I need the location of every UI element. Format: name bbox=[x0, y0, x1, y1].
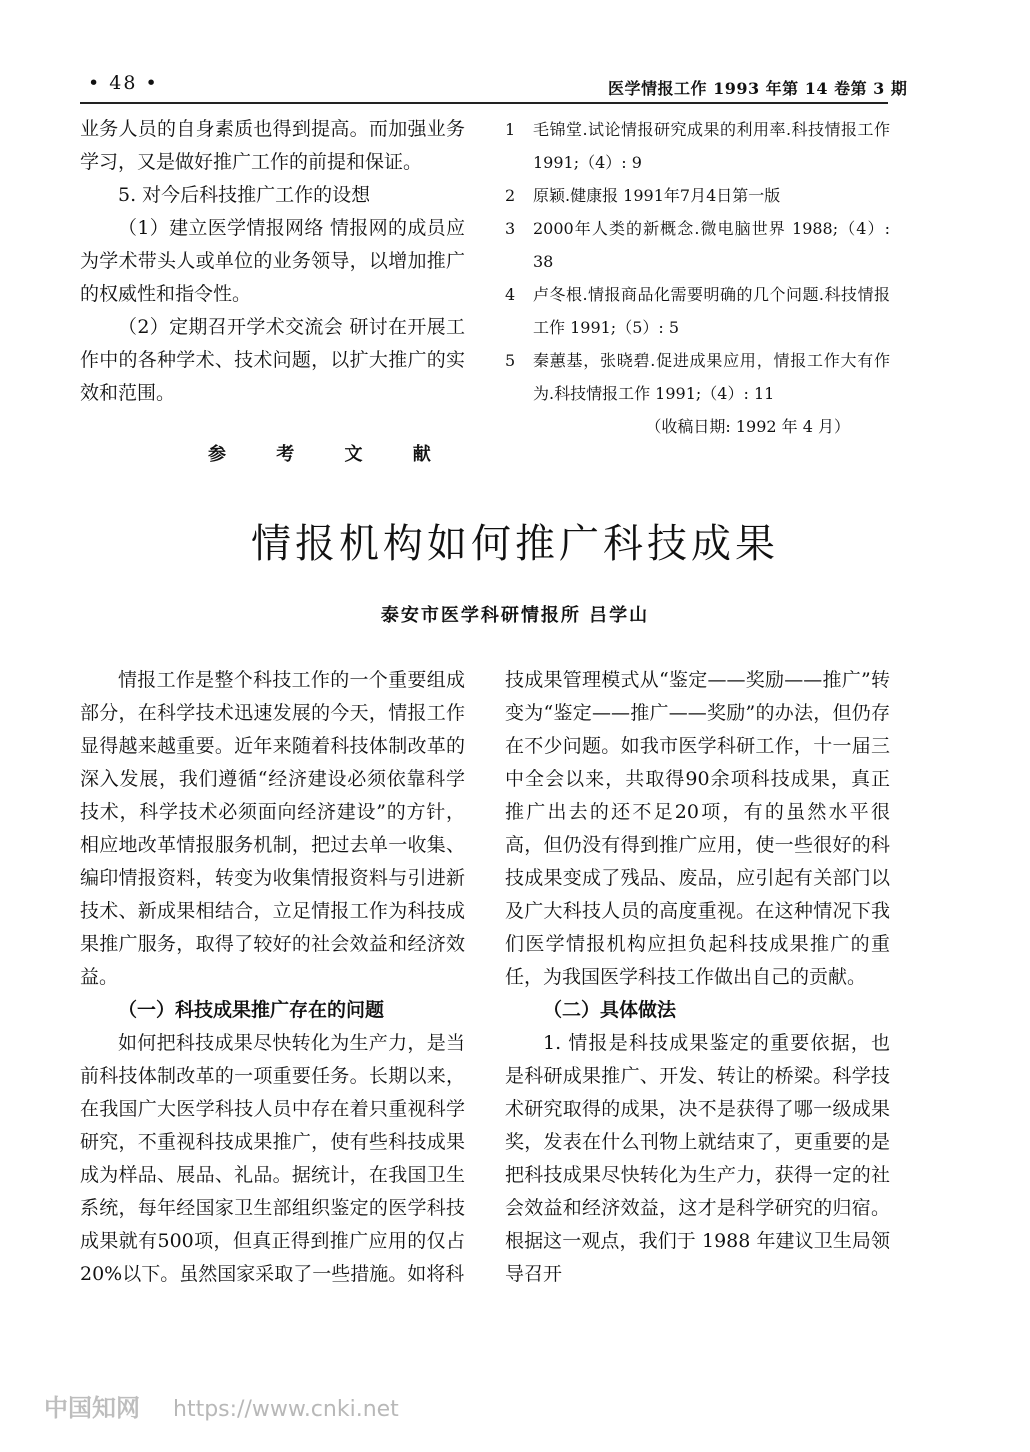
reference-number: 4 bbox=[505, 285, 516, 304]
article-author: 泰安市医学科研情报所 吕学山 bbox=[380, 605, 650, 626]
received-date: （收稿日期: 1992 年 4 月） bbox=[645, 417, 850, 436]
reference-text: 毛锦堂.试论情报研究成果的利用率.科技情报工作 1991;（4）: 9 bbox=[533, 120, 890, 172]
reference-text: 秦蕙基，张晓碧.促进成果应用，情报工作大有作为.科技情报工作 1991;（4）: 11 bbox=[533, 351, 890, 403]
paragraph: 5. 对今后科技推广工作的设想 bbox=[118, 184, 371, 206]
reference-text: 卢冬根.情报商品化需要明确的几个问题.科技情报工作 1991;（5）: 5 bbox=[533, 285, 890, 337]
paragraph: （2）定期召开学术交流会 研讨在开展工作中的各种学术、技术问题，以扩大推广的实效和范围。 bbox=[80, 316, 465, 404]
header-rule bbox=[80, 102, 888, 104]
reference-item bbox=[505, 212, 890, 278]
references-list bbox=[505, 113, 890, 443]
paragraph: 情报工作是整个科技工作的一个重要组成部分，在科学技术迅速发展的今天，情报工作显得越来越重要。近年来随着科技体制改革的深入发展，我们遵循“经济建设必须依靠科学技术，科学技术必须面向经济建设”的方针，相应地改革情报服务机制，把过去单一收集、编印情报资料，转变为收集情报资料与引进新技术、新成果相结合，立足情报工作为科技成果推广服务，取得了较好的社会效益和经济效益。 bbox=[80, 669, 465, 988]
paragraph: 如何把科技成果尽快转化为生产力，是当前科技体制改革的一项重要任务。长期以来，在我国广大医学科技人员中存在着只重视科学研究，不重视科技成果推广，使有些科技成果成为样品、展品、礼品。据统计，在我国卫生系统，每年经国家卫生部组织鉴定的医学科技成果就有500项，但真正得到推广应用的仅占20%以下。虽然国家采取了一些措施。如将科 bbox=[80, 1032, 465, 1285]
previous-article-text bbox=[80, 113, 465, 410]
reference-text: 2000年人类的新概念.微电脑世界 1988;（4）: 38 bbox=[533, 219, 890, 271]
reference-item bbox=[505, 113, 890, 179]
section-heading: （一）科技成果推广存在的问题 bbox=[118, 999, 385, 1021]
article-left-column bbox=[80, 664, 465, 1291]
reference-number: 5 bbox=[505, 351, 516, 370]
paragraph: 业务人员的自身素质也得到提高。而加强业务学习，又是做好推广工作的前提和保证。 bbox=[80, 118, 465, 173]
paragraph: 1. 情报是科技成果鉴定的重要依据，也是科研成果推广、开发、转让的桥梁。科学技术研究取得的成果，决不是获得了哪一级成果奖，发表在什么刊物上就结束了，更重要的是把科技成果尽快转化为生产力，获得一定的社会效益和经济效益，这才是科学研究的归宿。根据这一观点，我们于 1988 年建议卫生局领导召开 bbox=[505, 1032, 890, 1285]
section-heading: （二）具体做法 bbox=[543, 999, 677, 1021]
paragraph: 技成果管理模式从“鉴定——奖励——推广”转变为“鉴定——推广——奖励”的办法，但仍存在不少问题。如我市医学科研工作，十一届三中全会以来，共取得90余项科技成果，真正推广出去的还不足20项，有的虽然水平很高，但仍没有得到推广应用，使一些很好的科技成果变成了残品、废品，应引起有关部门以及广大科技人员的高度重视。在这种情况下我们医学情报机构应担负起科技成果推广的重任，为我国医学科技工作做出自己的贡献。 bbox=[505, 669, 890, 988]
reference-number: 3 bbox=[505, 219, 516, 238]
reference-item bbox=[505, 278, 890, 344]
watermark bbox=[44, 1388, 399, 1423]
journal-header: 医学情报工作 1993 年第 14 卷第 3 期 bbox=[608, 79, 908, 98]
reference-number: 1 bbox=[505, 120, 516, 139]
reference-item bbox=[505, 344, 890, 410]
cnki-logo: 中国知网 bbox=[44, 1394, 140, 1422]
watermark-url: https://www.cnki.net bbox=[173, 1397, 399, 1422]
reference-text: 原颖.健康报 1991年7月4日第一版 bbox=[533, 186, 781, 205]
page-number: • 48 • bbox=[88, 72, 159, 94]
references-heading: 参 考 文 献 bbox=[208, 444, 453, 465]
paragraph: （1）建立医学情报网络 情报网的成员应为学术带头人或单位的业务领导，以增加推广的权威性和指令性。 bbox=[80, 217, 465, 305]
reference-number: 2 bbox=[505, 186, 516, 205]
article-title: 情报机构如何推广科技成果 bbox=[251, 521, 779, 567]
article-right-column bbox=[505, 664, 890, 1291]
reference-item bbox=[505, 179, 890, 212]
